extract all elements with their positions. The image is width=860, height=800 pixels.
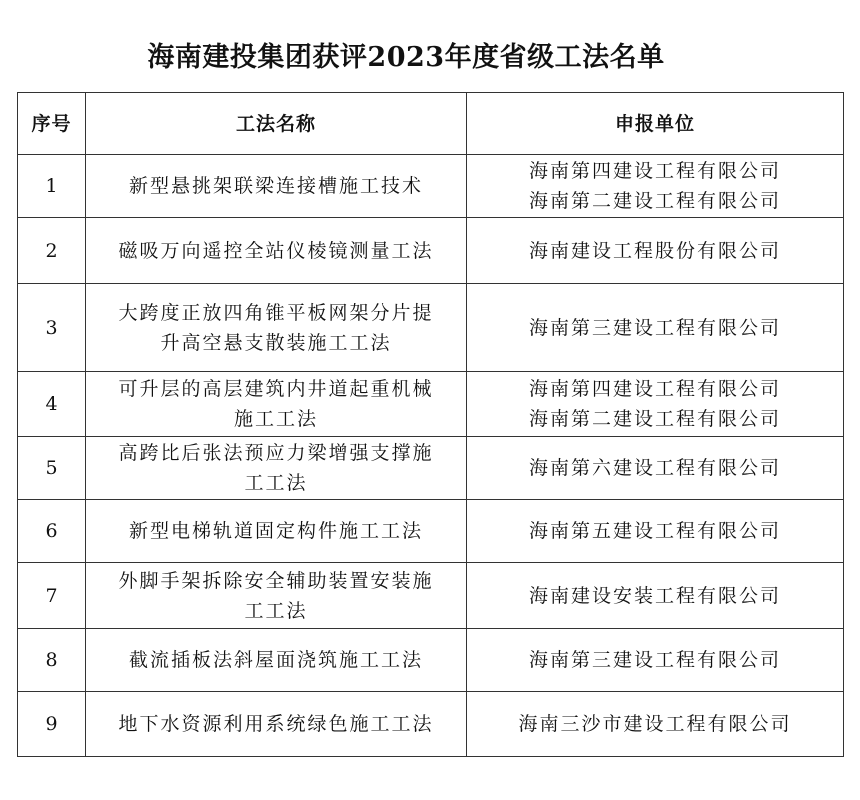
method-name-line: 工工法 [244,599,308,622]
method-name-line: 地下水资源利用系统绿色施工工法 [118,713,434,735]
method-name-line: 磁吸万向遥控全站仪棱镜测量工法 [118,239,434,262]
table-header-row [18,93,844,155]
method-name-line: 截流插板法斜屋面浇筑施工工法 [128,649,423,671]
applicant-unit [467,563,844,629]
page-title: 海南建投集团获评2023年度省级工法名单 [147,42,665,73]
applicant-unit-line: 海南第二建设工程有限公司 [528,408,781,430]
row-number: 6 [18,500,86,563]
row-number: 3 [18,284,86,372]
method-name [86,437,467,500]
method-name-line: 升高空悬支散装施工工法 [160,331,392,354]
row-number: 8 [18,629,86,692]
table-row [18,629,844,692]
award-table [17,92,844,757]
method-name-line: 外脚手架拆除安全辅助装置安装施 [118,569,434,592]
row-number: 4 [18,372,86,437]
method-name [86,563,467,629]
table-row [18,500,844,563]
method-name [86,155,467,218]
method-name-line: 可升层的高层建筑内井道起重机械 [118,378,434,400]
applicant-unit [467,437,844,500]
applicant-unit-line: 海南第三建设工程有限公司 [528,316,781,339]
applicant-unit [467,692,844,757]
method-name [86,218,467,284]
row-number: 9 [18,692,86,757]
table-row [18,437,844,500]
header-no: 序号 [18,93,86,155]
applicant-unit-line: 海南建设工程股份有限公司 [528,239,781,262]
applicant-unit [467,155,844,218]
table-row [18,155,844,218]
applicant-unit-line: 海南第四建设工程有限公司 [528,378,781,400]
header-unit: 申报单位 [467,93,844,155]
method-name-line: 高跨比后张法预应力梁增强支撑施 [118,442,434,464]
applicant-unit [467,500,844,563]
method-name [86,692,467,757]
applicant-unit-line: 海南第五建设工程有限公司 [528,520,781,542]
method-name-line: 新型电梯轨道固定构件施工工法 [128,520,423,542]
applicant-unit-line: 海南第二建设工程有限公司 [528,190,781,212]
row-number: 5 [18,437,86,500]
applicant-unit-line: 海南第四建设工程有限公司 [528,160,781,182]
method-name [86,372,467,437]
table-row [18,372,844,437]
applicant-unit [467,284,844,372]
row-number: 2 [18,218,86,284]
row-number: 7 [18,563,86,629]
table-row [18,218,844,284]
method-name [86,629,467,692]
method-name-line: 工工法 [244,472,308,494]
method-name [86,500,467,563]
table-row [18,692,844,757]
applicant-unit-line: 海南第六建设工程有限公司 [528,457,781,479]
applicant-unit [467,218,844,284]
method-name-line: 新型悬挑架联梁连接槽施工技术 [128,175,423,197]
method-name [86,284,467,372]
applicant-unit-line: 海南建设安装工程有限公司 [528,584,781,607]
applicant-unit [467,372,844,437]
applicant-unit [467,629,844,692]
table-row [18,284,844,372]
header-name: 工法名称 [86,93,467,155]
applicant-unit-line: 海南第三建设工程有限公司 [528,649,781,671]
table-row [18,563,844,629]
table-body [18,155,844,757]
method-name-line: 大跨度正放四角锥平板网架分片提 [118,301,434,324]
method-name-line: 施工工法 [233,408,318,430]
row-number: 1 [18,155,86,218]
applicant-unit-line: 海南三沙市建设工程有限公司 [518,713,792,735]
